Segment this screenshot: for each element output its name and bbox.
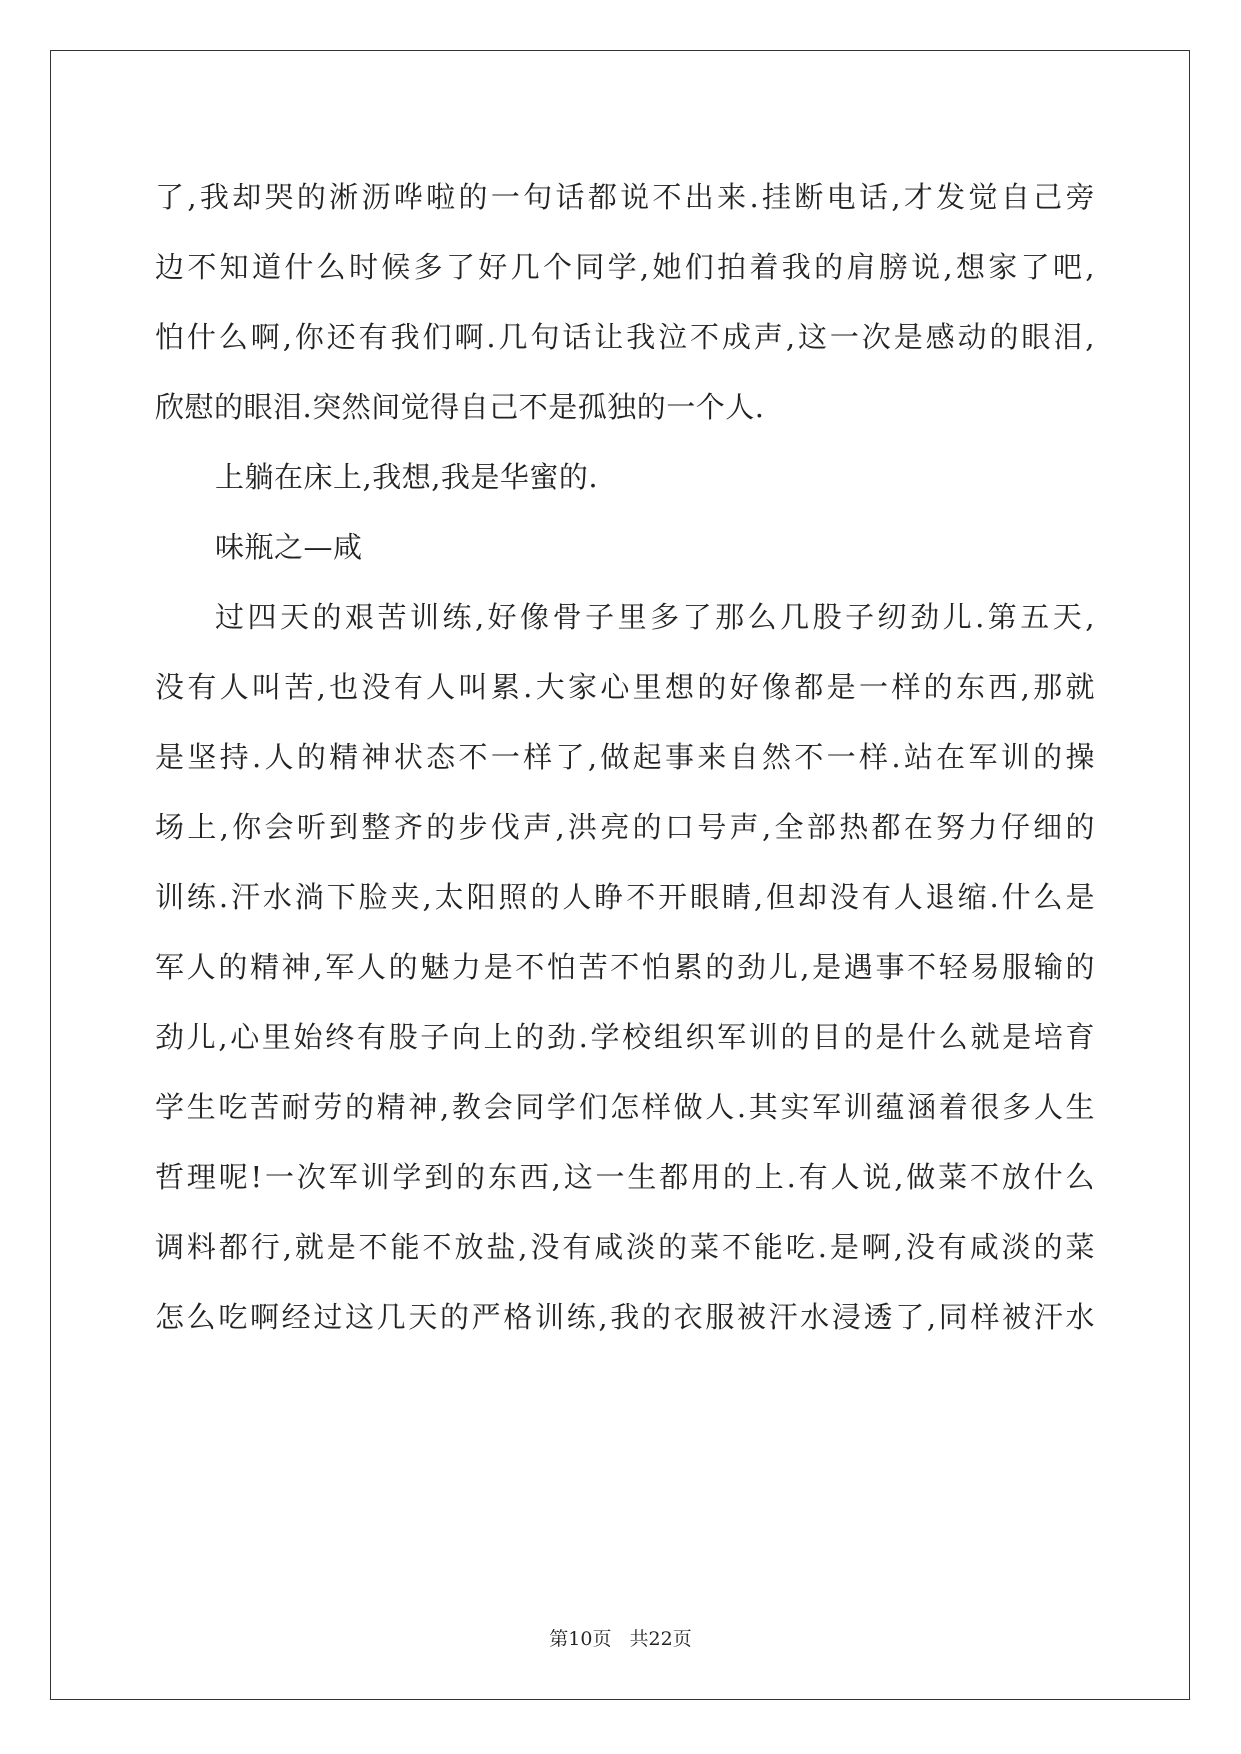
text-line: 调料都行,就是不能不放盐,没有咸淡的菜不能吃.是啊,没有咸淡的菜 [155,1230,1095,1264]
text-line: 欣慰的眼泪.突然间觉得自己不是孤独的一个人. [155,390,765,424]
paragraph-line: 过四天的艰苦训练,好像骨子里多了那么几股子纫劲儿.第五天, [215,600,1095,634]
text-line: 怎么吃啊经过这几天的严格训练,我的衣服被汗水浸透了,同样被汗水 [155,1300,1095,1334]
document-body [155,162,1095,1352]
page-number: 第10页 [549,1628,612,1650]
text-line: 是坚持.人的精神状态不一样了,做起事来自然不一样.站在军训的操 [155,740,1095,774]
text-line: 没有人叫苦,也没有人叫累.大家心里想的好像都是一样的东西,那就 [155,670,1095,704]
text-line: 军人的精神,军人的魅力是不怕苦不怕累的劲儿,是遇事不轻易服输的 [155,950,1095,984]
text-line: 场上,你会听到整齐的步伐声,洪亮的口号声,全部热都在努力仔细的 [155,810,1095,844]
page-footer [0,1624,1241,1651]
text-line: 训练.汗水淌下脸夹,太阳照的人睁不开眼睛,但却没有人退缩.什么是 [155,880,1095,914]
text-line: 劲儿,心里始终有股子向上的劲.学校组织军训的目的是什么就是培育 [155,1020,1095,1054]
text-line: 学生吃苦耐劳的精神,教会同学们怎样做人.其实军训蕴涵着很多人生 [155,1090,1095,1124]
text-line: 哲理呢!一次军训学到的东西,这一生都用的上.有人说,做菜不放什么 [155,1160,1095,1194]
text-line: 了,我却哭的淅沥哗啦的一句话都说不出来.挂断电话,才发觉自己旁 [155,180,1095,214]
text-line: 边不知道什么时候多了好几个同学,她们拍着我的肩膀说,想家了吧, [155,250,1095,284]
page-total: 共22页 [629,1628,692,1650]
section-heading: 味瓶之—咸 [215,530,363,564]
paragraph-line: 上躺在床上,我想,我是华蜜的. [215,460,599,494]
text-line: 怕什么啊,你还有我们啊.几句话让我泣不成声,这一次是感动的眼泪, [155,320,1095,354]
